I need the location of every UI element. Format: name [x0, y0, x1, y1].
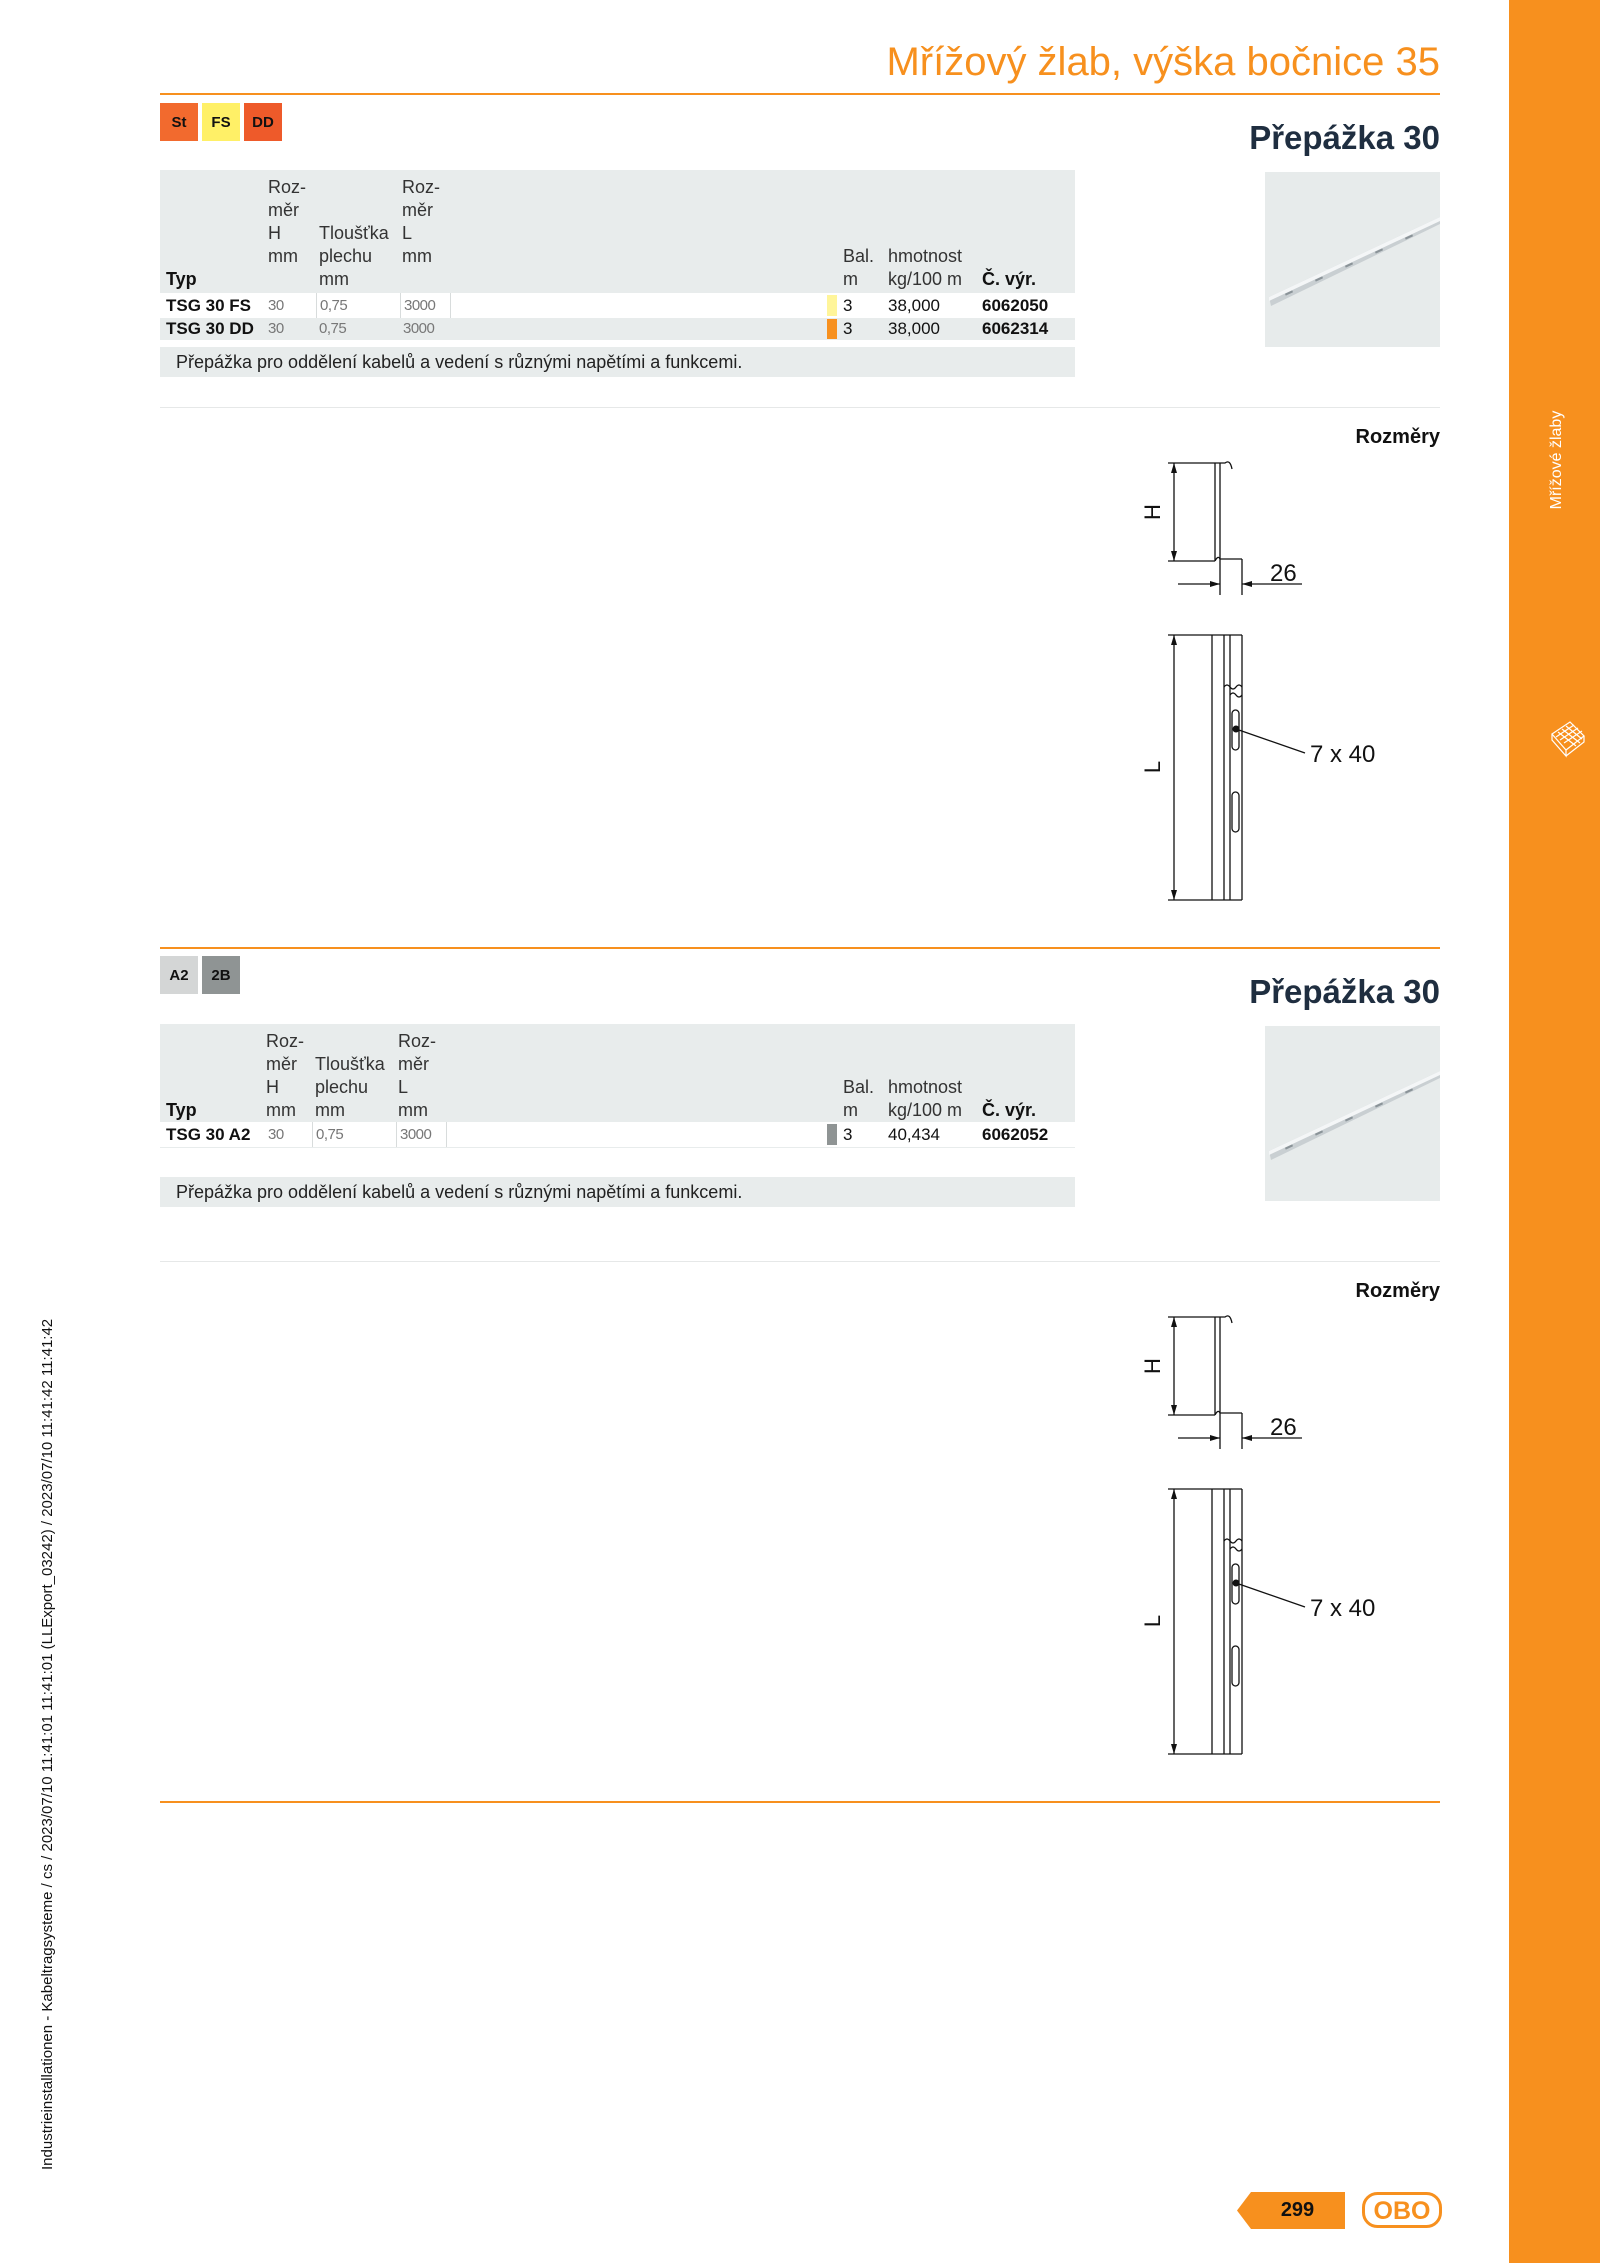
- col-header-l: Roz- měr L mm: [398, 1031, 437, 1120]
- col-header-type: Typ: [166, 1100, 197, 1120]
- material-badges: [160, 103, 282, 141]
- slot-dimension-label: 7 x 40: [1310, 741, 1376, 768]
- col-header-weight: hmotnost kg/100 m: [888, 1077, 963, 1120]
- cable-tray-thumbnail-icon: [1548, 714, 1588, 760]
- col-header-thickness: Tloušťka plechu mm: [319, 223, 389, 289]
- slot-dimension-label: 7 x 40: [1310, 1595, 1376, 1622]
- product-note: Přepážka pro oddělení kabelů a vedení s různými napětími a funkcemi.: [160, 1177, 1075, 1207]
- svg-text:OBO: OBO: [1373, 2197, 1431, 2225]
- product-photo: [1265, 1026, 1440, 1201]
- section-title: Přepážka 30: [1249, 119, 1440, 156]
- side-tab-band: [1509, 0, 1600, 2263]
- col-header-package: Bal. m: [843, 1077, 875, 1120]
- section-divider: [160, 947, 1440, 949]
- material-badge: A2: [160, 956, 198, 994]
- finish-color-swatch: [827, 1124, 837, 1145]
- dimension-drawing: [1140, 1309, 1400, 1759]
- product-table: [160, 170, 1075, 338]
- width-dimension-label: 26: [1270, 560, 1297, 587]
- l-dimension-label: L: [1140, 1614, 1165, 1628]
- l-dimension-label: L: [1140, 760, 1165, 774]
- col-header-package: Bal. m: [843, 246, 875, 289]
- dimensions-label: Rozměry: [1355, 1280, 1440, 1302]
- table-row: TSG 30 FS 30 0,75 3000 3 38,000 6062050: [160, 293, 1075, 318]
- col-header-article: Č. výr.: [982, 269, 1037, 289]
- col-header-thickness: Tloušťka plechu mm: [315, 1054, 385, 1120]
- dimension-drawing: [1140, 455, 1400, 905]
- col-header-type: Typ: [166, 269, 197, 289]
- col-header-article: Č. výr.: [982, 1100, 1037, 1120]
- finish-badge: FS: [202, 103, 240, 141]
- h-dimension-label: H: [1140, 1358, 1165, 1374]
- section-divider: [160, 1261, 1440, 1262]
- col-header-l: Roz- měr L mm: [402, 177, 441, 266]
- obo-logo: [1362, 2192, 1442, 2228]
- finish-color-swatch: [827, 319, 837, 339]
- col-header-h: Roz- měr H mm: [268, 177, 307, 266]
- width-dimension-label: 26: [1270, 1414, 1297, 1441]
- material-badges: [160, 956, 240, 994]
- section-title: Přepážka 30: [1249, 973, 1440, 1010]
- finish-badge: 2B: [202, 956, 240, 994]
- material-badge: St: [160, 103, 198, 141]
- table-row: TSG 30 A2 30 0,75 3000 3 40,434 6062052: [160, 1122, 1075, 1147]
- export-metadata: Industrieinstallationen - Kabeltragsysteme / cs / 2023/07/10 11:41:01 11:41:01 (LLExport_03242) / 2023/07/10 11:41:42 11:41:42: [39, 1318, 56, 2170]
- product-table: [160, 1024, 1075, 1148]
- h-dimension-label: H: [1140, 504, 1165, 520]
- page-number: 299: [1280, 2199, 1315, 2221]
- section-divider: [160, 1801, 1440, 1803]
- side-tab-label: Mřížové žlaby: [1548, 410, 1565, 510]
- finish-color-swatch: [827, 295, 837, 316]
- finish-badge: DD: [244, 103, 282, 141]
- table-row: TSG 30 DD 30 0,75 3000 3 38,000 6062314: [160, 318, 1075, 340]
- col-header-weight: hmotnost kg/100 m: [888, 246, 963, 289]
- product-photo: [1265, 172, 1440, 347]
- section-divider: [160, 407, 1440, 408]
- header-divider: [160, 93, 1440, 95]
- product-note: Přepážka pro oddělení kabelů a vedení s různými napětími a funkcemi.: [160, 347, 1075, 377]
- page-title: Mřížový žlab, výška bočnice 35: [886, 40, 1440, 84]
- col-header-h: Roz- měr H mm: [266, 1031, 305, 1120]
- dimensions-label: Rozměry: [1355, 426, 1440, 448]
